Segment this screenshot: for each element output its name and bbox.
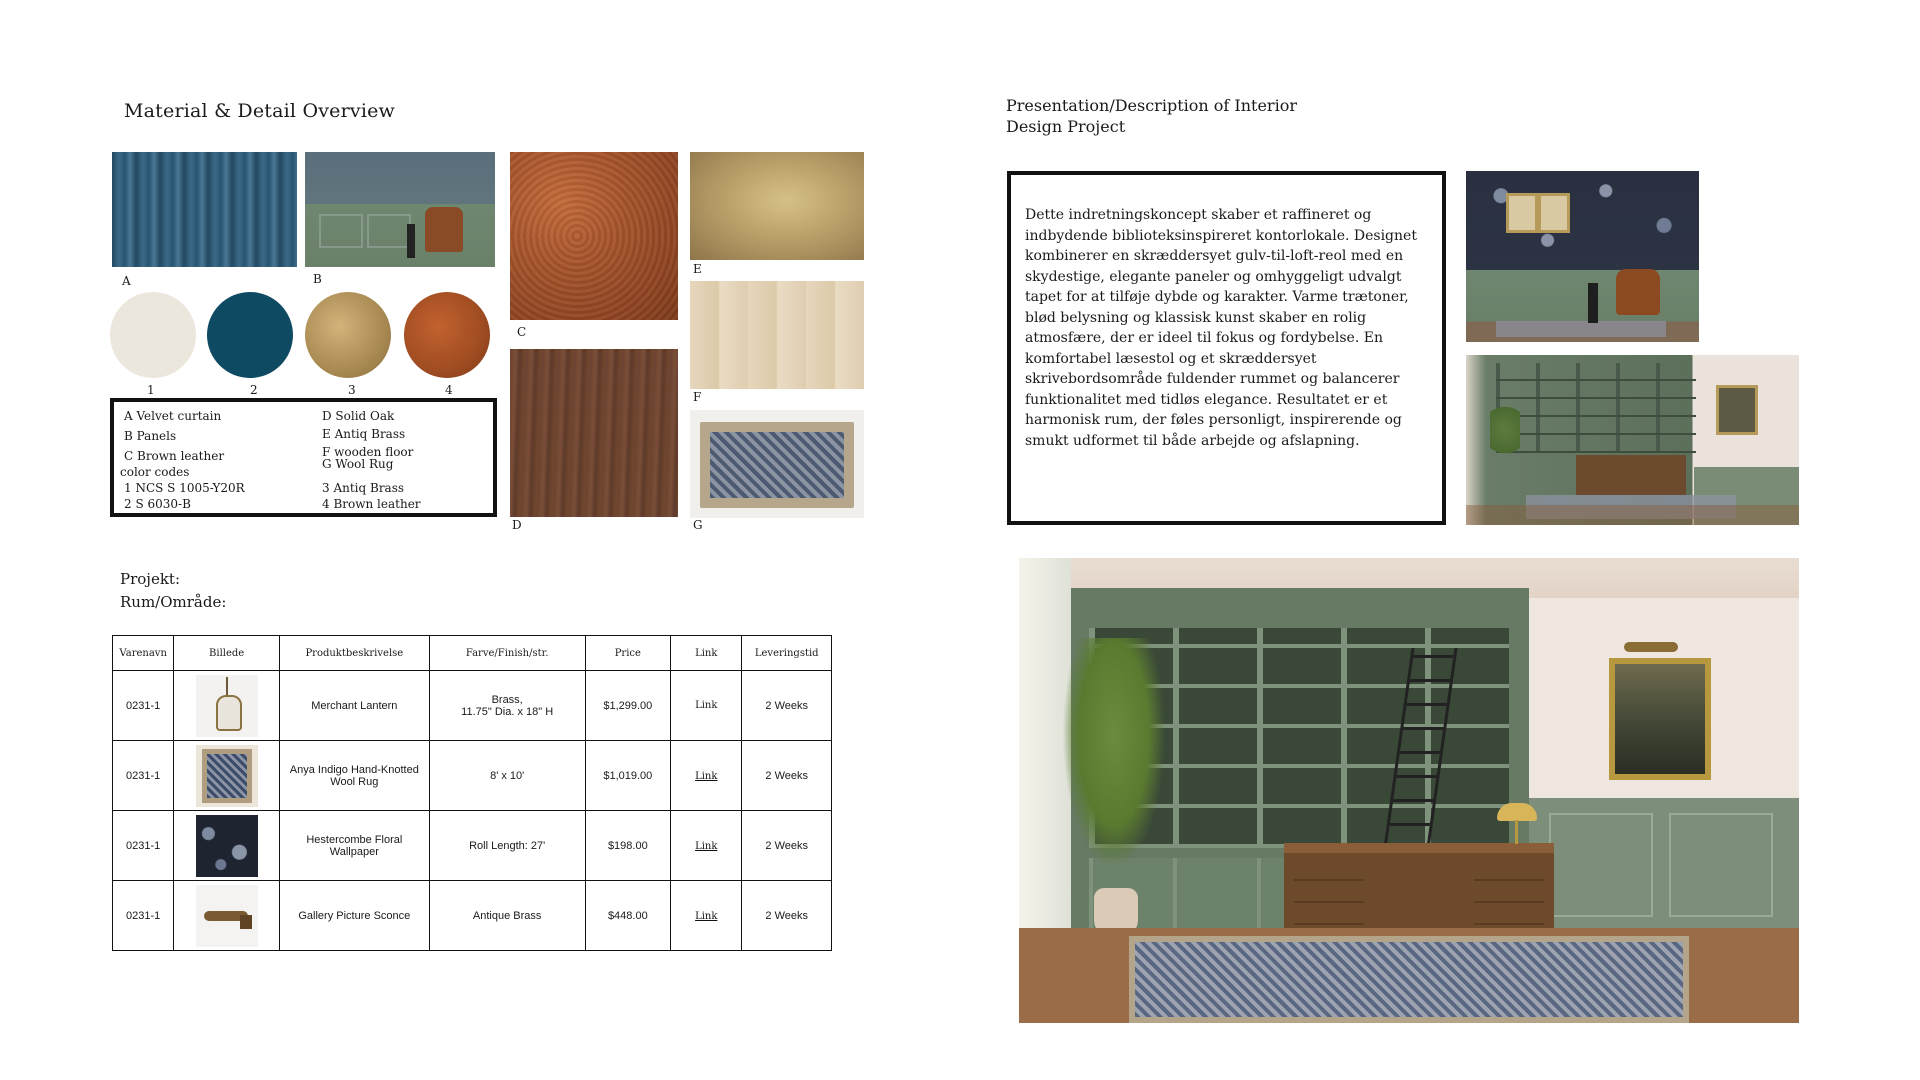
row-delivery: 2 Weeks	[742, 741, 832, 811]
swatch-label-f: F	[693, 390, 702, 404]
swatch-wooden-floor	[690, 281, 864, 389]
color-circle-navy	[207, 292, 293, 378]
legend-line: E Antiq Brass	[322, 427, 406, 441]
swatch-velvet-curtain	[112, 152, 297, 267]
row-description: Gallery Picture Sconce	[279, 881, 429, 951]
header-leveringstid: Leveringstid	[742, 636, 832, 671]
row-link-cell	[671, 741, 742, 811]
color-circle-leather	[404, 292, 490, 378]
row-finish: Antique Brass	[429, 881, 585, 951]
row-link[interactable]: Link	[695, 910, 718, 922]
header-price: Price	[585, 636, 670, 671]
material-overview-title: Material & Detail Overview	[124, 100, 396, 122]
table-row	[113, 811, 832, 881]
rug-thumbnail	[196, 745, 258, 807]
row-image	[174, 881, 280, 951]
presentation-title-line1: Presentation/Description of Interior	[1006, 96, 1297, 115]
circle-label-2: 2	[250, 383, 258, 397]
office-overview-photo	[1466, 355, 1799, 525]
row-link[interactable]: Link	[671, 671, 742, 741]
row-link[interactable]: Link	[695, 840, 718, 852]
row-id: 0231-1	[113, 741, 174, 811]
row-description: Merchant Lantern	[279, 671, 429, 741]
header-farve-finish: Farve/Finish/str.	[429, 636, 585, 671]
legend-line: 1 NCS S 1005-Y20R	[124, 481, 245, 495]
row-price: $1,299.00	[585, 671, 670, 741]
row-link[interactable]: Link	[695, 770, 718, 782]
legend-line: G Wool Rug	[322, 457, 394, 471]
swatch-solid-oak	[510, 349, 678, 517]
row-delivery: 2 Weeks	[742, 811, 832, 881]
circle-label-4: 4	[445, 383, 453, 397]
legend-line: F wooden floor	[322, 445, 414, 459]
row-link-cell	[671, 811, 742, 881]
office-main-photo	[1019, 558, 1799, 1023]
circle-label-1: 1	[147, 383, 155, 397]
header-billede: Billede	[174, 636, 280, 671]
sconce-thumbnail	[196, 885, 258, 947]
description-text: Dette indretningskoncept skaber et raffineret og indbydende biblioteksinspireret kontorlokale. Designet kombinerer en skræddersyet gulv-til-loft-reol med en skydestige, elegante paneler og omhyggeligt udvalgt tapet for at tilføje dybde og karakter. Varme trætoner, blød belysning og klassisk kunst skaber en rolig atmosfære, der er ideel til fokus og fordybelse. En komfortabel læsestol og et skræddersyet skrivebordsområde fuldender rummet og balancerer funktionalitet med tidløs elegance. Resultatet er et harmonisk rum, der føles personligt, inspirerende og smukt udformet til både arbejde og afslapning.	[1025, 207, 1417, 449]
table-row	[113, 881, 832, 951]
wallpaper-thumbnail	[196, 815, 258, 877]
row-finish: Roll Length: 27'	[429, 811, 585, 881]
rum-omrade-label: Rum/Område:	[120, 593, 227, 611]
swatch-label-d: D	[512, 518, 522, 532]
presentation-title	[1006, 95, 1297, 137]
row-price: $448.00	[585, 881, 670, 951]
swatch-label-a: A	[122, 274, 131, 288]
row-id: 0231-1	[113, 671, 174, 741]
row-delivery: 2 Weeks	[742, 671, 832, 741]
row-image	[174, 671, 280, 741]
presentation-title-line2: Design Project	[1006, 117, 1126, 136]
table-header-row	[113, 636, 832, 671]
swatch-panels	[305, 152, 495, 267]
legend-line: A Velvet curtain	[124, 409, 222, 423]
circle-label-3: 3	[348, 383, 356, 397]
row-id: 0231-1	[113, 881, 174, 951]
product-table	[112, 635, 832, 951]
row-id: 0231-1	[113, 811, 174, 881]
header-produktbeskrivelse: Produktbeskrivelse	[279, 636, 429, 671]
legend-line: 4 Brown leather	[322, 497, 421, 511]
swatch-brown-leather	[510, 152, 678, 320]
swatch-label-e: E	[693, 262, 702, 276]
row-image	[174, 741, 280, 811]
color-circle-brass	[305, 292, 391, 378]
swatch-label-c: C	[517, 325, 527, 339]
material-legend-box	[110, 398, 497, 517]
legend-left-column	[120, 408, 245, 512]
header-link: Link	[671, 636, 742, 671]
legend-line: B Panels	[124, 429, 177, 443]
reading-corner-photo	[1466, 171, 1699, 342]
row-finish: Brass, 11.75" Dia. x 18" H	[429, 671, 585, 741]
legend-line: 2 S 6030-B	[124, 497, 191, 511]
legend-line: D Solid Oak	[322, 409, 395, 423]
table-row	[113, 671, 832, 741]
table-row	[113, 741, 832, 811]
legend-right-column	[322, 408, 421, 512]
swatch-label-b: B	[313, 272, 322, 286]
projekt-label: Projekt:	[120, 570, 180, 588]
color-circle-cream	[110, 292, 196, 378]
description-box	[1007, 171, 1446, 525]
legend-line: C Brown leather	[124, 449, 225, 463]
swatch-label-g: G	[693, 518, 703, 532]
header-varenavn: Varenavn	[113, 636, 174, 671]
row-price: $1,019.00	[585, 741, 670, 811]
swatch-antique-brass	[690, 152, 864, 260]
lantern-thumbnail	[196, 675, 258, 737]
row-price: $198.00	[585, 811, 670, 881]
row-finish: 8' x 10'	[429, 741, 585, 811]
swatch-wool-rug	[690, 410, 864, 518]
row-image	[174, 811, 280, 881]
row-description: Hestercombe Floral Wallpaper	[279, 811, 429, 881]
row-link-cell	[671, 881, 742, 951]
legend-line: 3 Antiq Brass	[322, 481, 405, 495]
row-delivery: 2 Weeks	[742, 881, 832, 951]
legend-line: color codes	[120, 465, 190, 479]
row-description: Anya Indigo Hand-Knotted Wool Rug	[279, 741, 429, 811]
